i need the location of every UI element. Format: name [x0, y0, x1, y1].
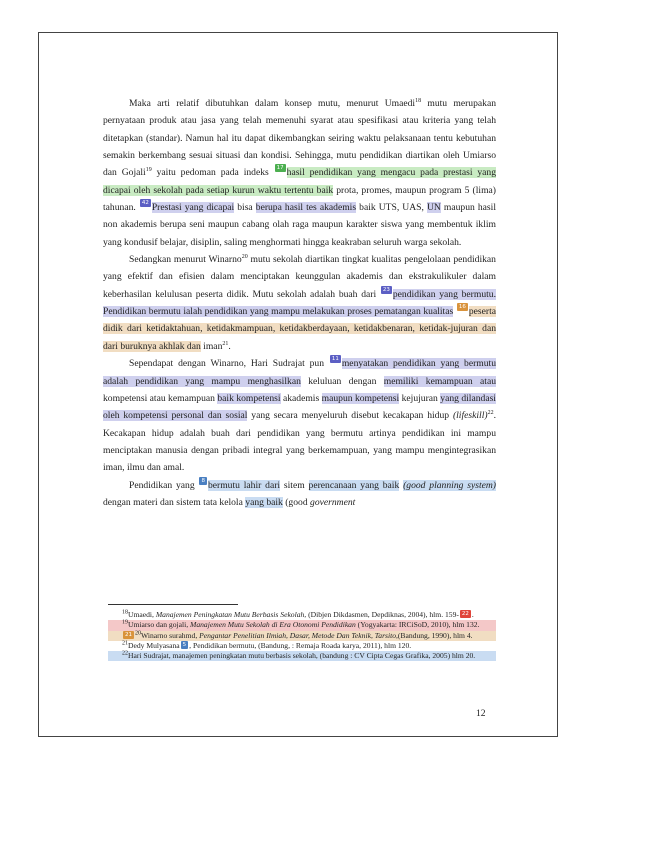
paragraph-4	[103, 477, 496, 512]
text: . Kecakapan hidup adalah buah dari pendidikan yang bermutu artinya pendidikan ini mampu menciptakan manusia dengan pribadi integral yang berkemampuan, yang mampu mengintegrasikan iman, ilmu dan amal.	[103, 410, 496, 474]
text: iman	[200, 340, 223, 352]
annotation-badge[interactable]: 23	[382, 286, 390, 293]
text: Dedy Mulyasana	[128, 640, 180, 650]
footnote-20[interactable]	[108, 631, 496, 641]
text: baik UTS, UAS,	[356, 202, 427, 214]
footnote-ref[interactable]: 19	[145, 167, 152, 174]
footnote-number: 21	[122, 640, 128, 647]
footnote-21	[108, 641, 496, 651]
highlight[interactable]: menyatakan pendidikan yang bermutu adalah pendidikan yang mampu menghasilkan	[103, 358, 496, 387]
highlight[interactable]: baik kompetensi	[217, 392, 281, 404]
text: Maka arti relatif dibutuhkan dalam konsep mutu, menurut Umaedi	[129, 98, 416, 109]
italic-text: Manajemen Mutu Sekolah di Era Otonomi Pendidikan	[190, 620, 356, 630]
footnote-divider	[108, 604, 238, 605]
italic-text: (lifeskill)	[452, 410, 488, 422]
annotation-badge[interactable]: 22	[461, 611, 469, 617]
paragraph-1	[103, 95, 496, 251]
highlight[interactable]: perencanaan yang baik	[308, 479, 400, 491]
italic-text: government	[310, 496, 356, 508]
annotation-badge[interactable]: 8	[201, 477, 205, 484]
page-number: 12	[476, 708, 486, 719]
footnote-18	[108, 610, 496, 620]
text: Sedangkan menurut Winarno	[129, 254, 242, 266]
text: akademis	[280, 392, 322, 404]
text: (good	[282, 496, 311, 508]
annotation-badge[interactable]: 16	[458, 304, 466, 311]
text: (Yogyakarta: IRCiSoD, 2010), hlm 132.	[355, 620, 480, 630]
text: maupun hasil non akademis berupa seni maupun cabang olah raga maupun karakter siswa yang membentuk iklim yang kondusif belajar, disiplin, saling menghormati hingga keakraban seluruh warga sekolah.	[103, 202, 496, 248]
highlight[interactable]: memiliki kemampuan atau	[383, 375, 497, 387]
footnote-ref[interactable]: 22	[487, 410, 494, 416]
highlight[interactable]: maupun kompetensi	[321, 392, 400, 404]
text: Sependapat dengan Winarno, Hari Sudrajat pun	[129, 358, 329, 370]
text: bisa	[234, 202, 256, 214]
document-body	[103, 95, 496, 511]
footnotes	[108, 610, 496, 661]
text: (Dibjen Dikdasmen, Depdiknas, 2004), hlm. 159-	[306, 610, 459, 619]
text: yang secara menyeluruh disebut kecakapan hidup	[247, 410, 453, 422]
highlight[interactable]: hasil pendidikan yang mengacu pada prestasi yang dicapai oleh sekolah pada setiap kurun waktu tertentu baik	[103, 167, 497, 196]
text: mutu merupakan pernyataan produk atau jasa yang telah memenuhi syarat atau spesifikasi atau kriteria yang telah ditetapkan (standar). Namun hal itu dapat dikembangkan seiring waktu pelaksanaan tentu kebutuhan semakin berkembang sesuai situasi dan kondisi. Sehingga, mutu pendidikan diartikan oleh Umiarso dan Gojali	[103, 98, 496, 179]
text: , Pendidikan bermutu, (Bandung, : Remaja Roada karya, 2011), hlm 120.	[189, 640, 412, 650]
text: Umaedi,	[128, 610, 156, 619]
text: Umiarso dan gojali,	[128, 620, 191, 630]
annotation-badge[interactable]: 17	[276, 165, 284, 172]
text: dengan materi dan sistem tata kelola	[103, 496, 246, 508]
text: kompetensi atau kemampuan	[103, 392, 218, 404]
annotation-badge[interactable]: 5	[182, 641, 187, 648]
highlight[interactable]: peserta didik dari ketidaktahuan, ketidakmampuan, ketidakberdayaan, ketidakbenaran, ketidak-jujuran dan dari buruknya akhlak dan	[103, 306, 496, 352]
text: Hari Sudrajat, manajemen peningkatan mutu berbasis sekolah, (bandung : CV Cipta Cegas Grafika, 2005) hlm 20.	[128, 651, 476, 661]
highlight[interactable]: UN	[426, 202, 441, 214]
footnote-ref[interactable]: 18	[415, 97, 422, 104]
text: kejujuran	[399, 392, 441, 404]
text: (Bandung, 1990), hlm 4.	[397, 630, 473, 640]
text: yaitu pedoman pada indeks	[151, 167, 274, 179]
footnote-22[interactable]	[108, 651, 496, 661]
text: .	[228, 340, 231, 352]
italic-text: Pengantar Penelitian Ilmiah, Dasar, Metode Dan Teknik, Tarsito,	[199, 630, 398, 640]
highlight[interactable]: (good planning system)	[403, 479, 496, 491]
text: prota, promes, maupun program 5 (lima) tahunan.	[103, 184, 496, 214]
text: Pendidikan yang	[129, 479, 199, 491]
paragraph-3	[103, 355, 496, 476]
text: mutu sekolah diartikan tingkat kualitas pengelolaan pendidikan yang efektif dan efisien dalam menciptakan keunggulan akademis dan ekstrakulikuler dalam keberhasilan kelulusan peserta didik. Mutu sekolah adalah buah dari	[103, 254, 496, 300]
footnote-number: 22	[122, 650, 128, 657]
footnote-ref[interactable]: 21	[222, 340, 229, 347]
footnote-ref[interactable]: 20	[241, 253, 248, 260]
italic-text: Manajemen Peningkatan Mutu Berbasis Sekolah,	[155, 610, 307, 619]
highlight[interactable]: berupa hasil tes akademis	[255, 202, 357, 214]
text: keluluan dengan	[300, 375, 384, 387]
footnote-number: 20	[135, 630, 141, 637]
footnote-number: 18	[122, 609, 128, 616]
footnote-19[interactable]	[108, 620, 496, 630]
highlight[interactable]: yang baik	[245, 496, 283, 508]
annotation-badge[interactable]: 21	[125, 631, 132, 638]
paragraph-2	[103, 251, 496, 355]
footnote-number: 19	[122, 619, 128, 626]
text: Winarno surahmd,	[141, 630, 200, 640]
text: sitem	[280, 479, 309, 491]
highlight[interactable]: pendidikan yang bermutu. Pendidikan bermutu ialah pendidikan yang mampu melakukan proses pematangan kualitas	[103, 288, 496, 318]
highlight[interactable]: Prestasi yang dicapai	[151, 202, 235, 214]
annotation-badge[interactable]: 11	[331, 356, 339, 363]
highlight[interactable]: bermutu lahir dari	[207, 479, 281, 491]
text: .	[471, 610, 474, 619]
highlight[interactable]: yang dilandasi oleh kompetensi personal dan sosial	[103, 392, 496, 422]
annotation-badge[interactable]: 42	[141, 200, 149, 207]
